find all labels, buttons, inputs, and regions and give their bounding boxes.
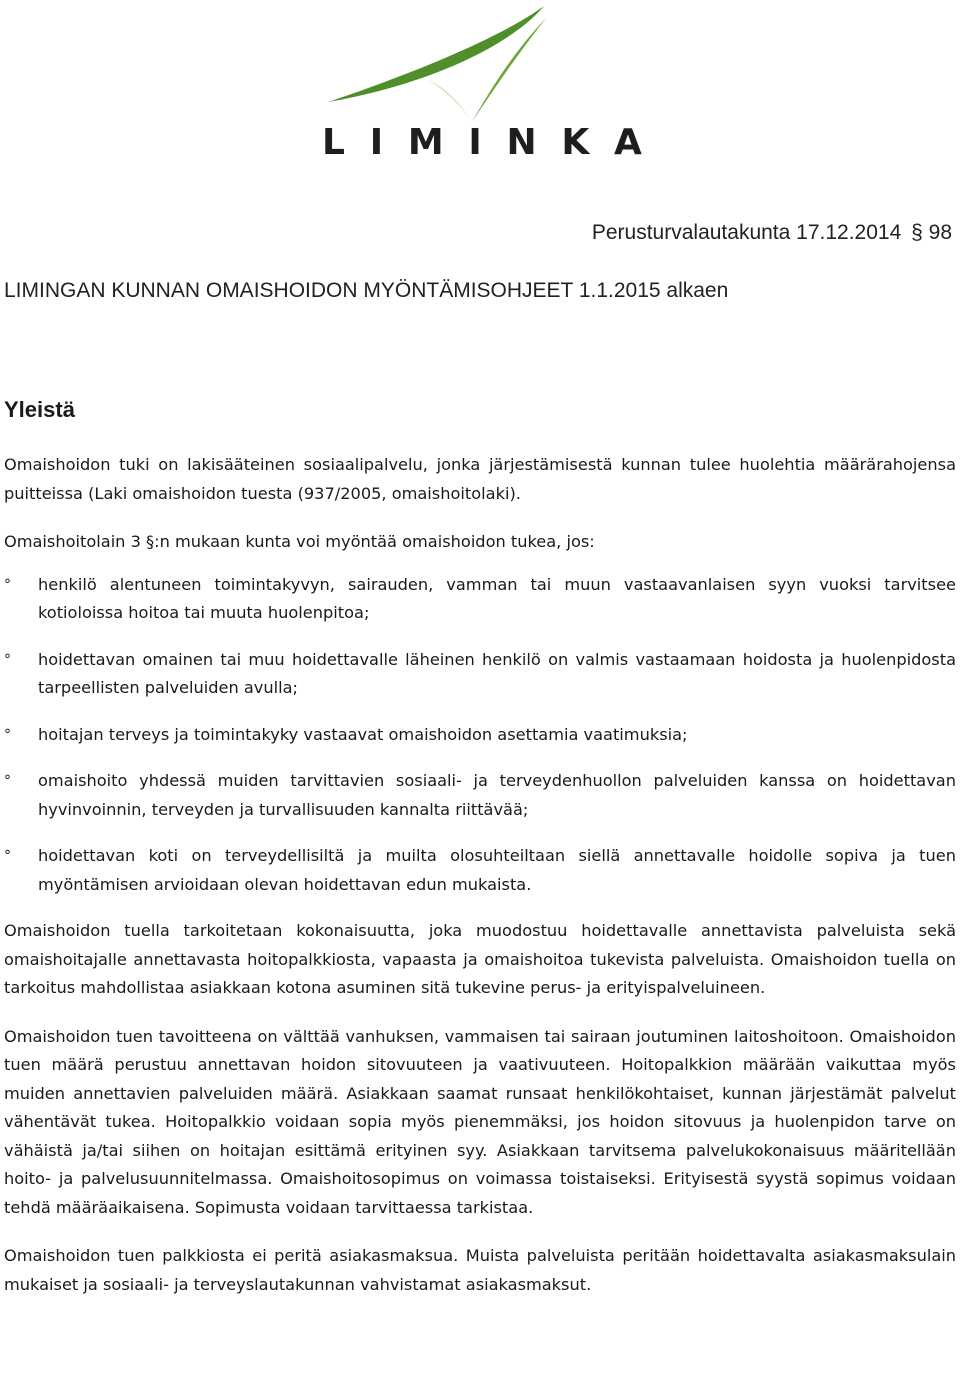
list-item-text: omaishoito yhdessä muiden tarvittavien sosiaali- ja terveydenhuollon palveluiden kanssa on hoidettavan hyvinvoinnin, terveyden ja turvallisuuden kannalta riittävää;	[38, 771, 956, 819]
bullet-icon: °	[4, 576, 11, 593]
list-item-text: hoitajan terveys ja toimintakyky vastaavat omaishoidon asettamia vaatimuksia;	[38, 724, 688, 744]
meeting-reference	[592, 221, 952, 245]
logo-letter: I	[468, 122, 482, 163]
list-item-text: hoidettavan omainen tai muu hoidettavalle läheinen henkilö on valmis vastaamaan hoidosta ja huolenpidosta tarpeellisten palveluiden avulla;	[38, 649, 956, 697]
logo-letter: N	[506, 122, 537, 163]
list-item	[4, 842, 956, 899]
intro-paragraph: Omaishoidon tuki on lakisääteinen sosiaalipalvelu, jonka järjestämisestä kunnan tulee huolehtia määrärahojensa puitteissa (Laki omaishoidon tuesta (937/2005, omaishoitolaki).	[4, 455, 956, 503]
logo-letter: K	[561, 122, 590, 163]
logo-letter: L	[322, 122, 345, 163]
body-paragraph: Omaishoidon tuen palkkiosta ei peritä asiakasmaksua. Muista palveluista peritään hoidettavalta asiakasmaksulain mukaiset ja sosiaali- ja terveyslautakunnan vahvistamat asiakasmaksut.	[4, 1246, 956, 1294]
body-paragraph: Omaishoidon tuen tavoitteena on välttää vanhuksen, vammaisen tai sairaan joutuminen laitoshoitoon. Omaishoidon tuen määrä perustuu annettavan hoidon sitovuuteen ja vaativuuteen. Hoitopalkkion määrään vaikuttaa myös muiden annettavien palveluiden määrä. Asiakkaan saamat runsaat henkilökohtaiset, kunnan järjestämät palvelut vähentävät tukea. Hoitopalkkio voidaan sopia myös pienemmäksi, jos hoidon sitovuus ja huolenpidon tarve on vähäistä ja/tai siihen on hoitajan esittämä erityinen syy. Asiakkaan tarvitsema palvelukokonaisuus määritellään hoito- ja palvelusuunnitelmassa. Omaishoitosopimus on voimassa toistaiseksi. Erityisestä syystä sopimus voidaan tehdä määräaikaisena. Sopimusta voidaan tarvittaessa tarkistaa.	[4, 1026, 956, 1217]
liminka-logo	[322, 4, 642, 163]
leaf-icon	[322, 4, 642, 124]
bullet-icon: °	[4, 848, 11, 864]
logo-wordmark	[322, 122, 642, 163]
section-mark: §	[911, 221, 923, 244]
logo-letter: M	[407, 122, 444, 163]
meeting-date: Perusturvalautakunta 17.12.2014	[591, 221, 902, 244]
logo-letter: I	[369, 122, 384, 163]
list-item-text: henkilö alentuneen toimintakyvyn, sairauden, vamman tai muun vastaavanlaisen syyn vuoksi tarvitsee kotioloissa hoitoa tai muuta huolenpitoa;	[38, 574, 956, 622]
bullet-icon: °	[4, 651, 11, 668]
document-title: LIMINGAN KUNNAN OMAISHOIDON MYÖNTÄMISOHJEET 1.1.2015 alkaen	[4, 279, 729, 302]
bullet-icon: °	[4, 773, 11, 789]
list-item	[4, 646, 956, 703]
list-item-text: hoidettavan koti on terveydellisiltä ja muilta olosuhteiltaan siellä annettavalle hoidolle sopiva ja tuen myöntämisen arvioidaan olevan hoidettavan edun mukaista.	[38, 846, 956, 894]
list-item	[4, 571, 956, 628]
document-body	[4, 395, 956, 1319]
criteria-list	[4, 571, 956, 900]
criteria-lead: Omaishoitolain 3 §:n mukaan kunta voi myöntää omaishoidon tukea, jos:	[4, 532, 595, 551]
list-item	[4, 721, 956, 750]
section-number: 98	[928, 221, 952, 244]
logo-letter: A	[614, 122, 642, 163]
bullet-icon: °	[4, 726, 11, 743]
section-heading: Yleistä	[4, 397, 75, 422]
list-item	[4, 767, 956, 824]
body-paragraph: Omaishoidon tuella tarkoitetaan kokonaisuutta, joka muodostuu hoidettavalle annettavista palveluista sekä omaishoitajalle annettavasta hoitopalkkiosta, vapaasta ja omaishoitoa tukevista palveluista. Omaishoidon tuella on tarkoitus mahdollistaa asiakkaan kotona asuminen sitä tukevine perus- ja erityispalveluineen.	[4, 921, 956, 997]
